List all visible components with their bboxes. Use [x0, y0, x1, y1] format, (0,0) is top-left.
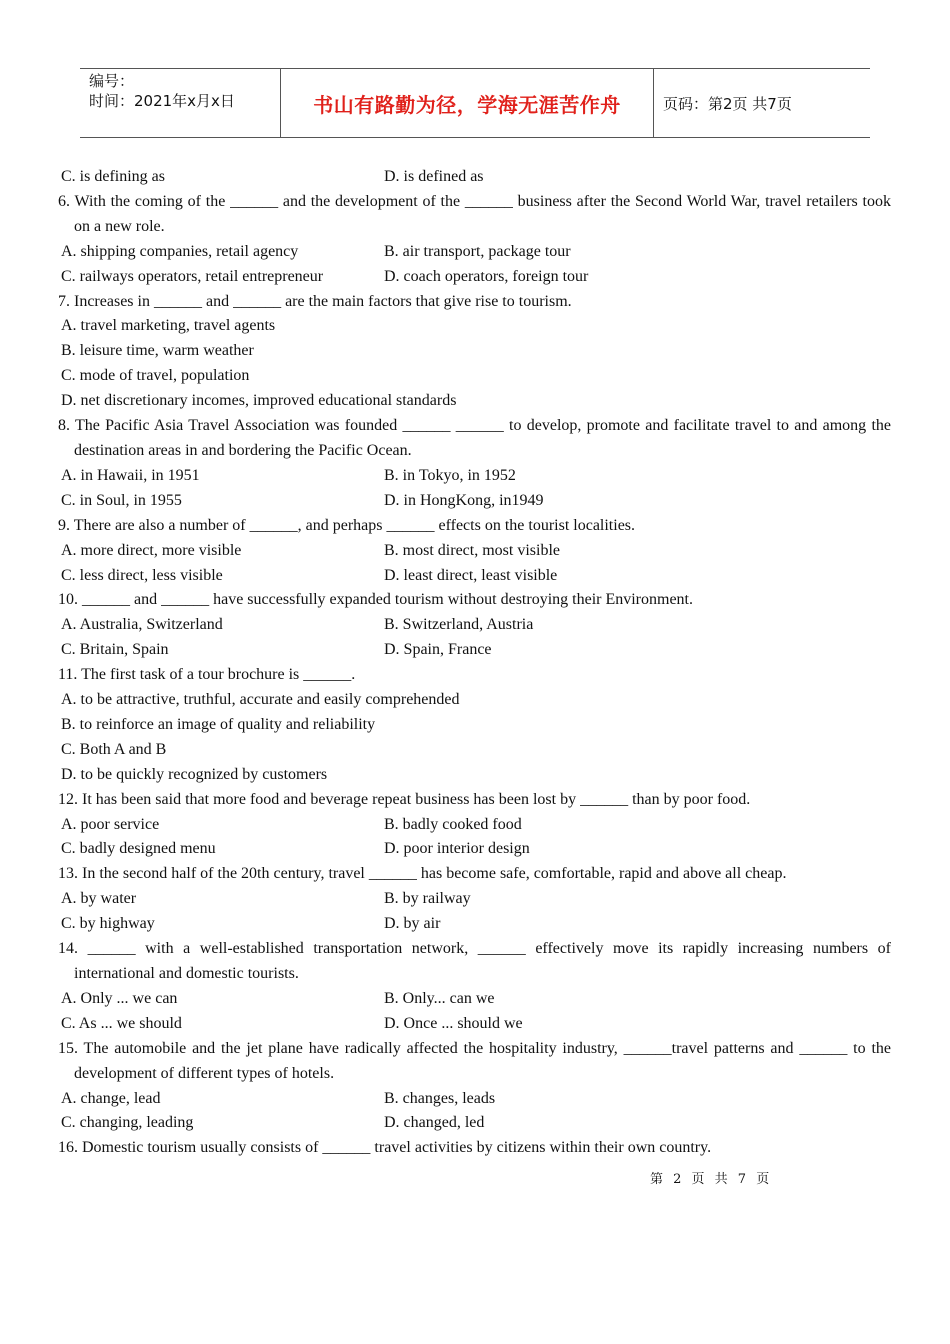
option-text: A. poor service [61, 815, 160, 833]
option-row [58, 240, 891, 265]
question-text: 9. There are also a number of ______, and perhaps ______ effects on the tourist localities. [58, 516, 636, 534]
option-text: D. least direct, least visible [384, 566, 558, 584]
option-text: C. mode of travel, population [61, 367, 250, 385]
option-text: C. Both A and B [61, 740, 167, 758]
question-text: 15. The automobile and the jet plane have radically affected the hospitality industry, ______travel patterns and ______ to the development of different types of hotels. [58, 1039, 891, 1082]
option-row [58, 638, 891, 663]
question-content [58, 165, 891, 1161]
option-text: C. railways operators, retail entrepreneur [61, 267, 324, 285]
page-number-cell [654, 69, 870, 137]
option-text: D. in HongKong, in1949 [384, 491, 544, 509]
question-text: 14. ______ with a well-established transportation network, ______ effectively move its rapidly increasing numbers of international and domestic tourists. [58, 940, 891, 982]
motto-text: 书山有路勤为径，学海无涯苦作舟 [313, 92, 621, 117]
option-row [58, 489, 891, 514]
header-info-cell [80, 69, 281, 137]
option-text: A. Only ... we can [61, 989, 178, 1007]
option-row [58, 837, 891, 862]
option-text: C. badly designed menu [61, 840, 216, 858]
option-text: B. badly cooked food [384, 815, 522, 833]
page-number-label: 页码：第2页 共7页 [663, 94, 792, 113]
page-footer: 第 2 页 共 7 页 [650, 1172, 770, 1187]
option-text: C. changing, leading [61, 1114, 194, 1132]
question-text: 8. The Pacific Asia Travel Association was founded ______ ______ to develop, promote and facilitate travel to and among the destination areas in and bordering the Pacific Ocean. [58, 417, 891, 459]
option-text: C. in Soul, in 1955 [61, 491, 182, 509]
option-text: A. change, lead [61, 1089, 161, 1107]
option-text: D. is defined as [384, 168, 484, 185]
option-text: D. by air [384, 915, 441, 933]
option-text: B. changes, leads [384, 1089, 496, 1107]
option-row [58, 613, 891, 638]
date-label: 时间：2021年x月x日 [89, 92, 235, 110]
question-text: 7. Increases in ______ and ______ are the main factors that give rise to tourism. [58, 292, 572, 310]
number-label: 编号： [89, 72, 135, 90]
option-text: A. travel marketing, travel agents [61, 317, 276, 335]
option-text: C. by highway [61, 915, 155, 933]
motto-cell [281, 69, 654, 137]
question-text: 11. The first task of a tour brochure is ______. [58, 666, 356, 684]
option-text: B. by railway [384, 890, 471, 908]
option-text: D. Spain, France [384, 641, 492, 659]
option-text: A. by water [61, 890, 137, 908]
option-text: A. Australia, Switzerland [61, 616, 223, 634]
option-text: C. As ... we should [61, 1014, 182, 1032]
question-text: 6. With the coming of the ______ and the development of the ______ business after the Second World War, travel retailers took on a new role. [58, 192, 891, 235]
question-text: 12. It has been said that more food and beverage repeat business has been lost by ______ than by poor food. [58, 790, 751, 808]
option-text: C. is defining as [61, 168, 165, 185]
option-text: D. coach operators, foreign tour [384, 267, 589, 285]
option-text: A. shipping companies, retail agency [61, 242, 299, 260]
question-text: 13. In the second half of the 20th century, travel ______ has become safe, comfortable, rapid and above all cheap. [58, 865, 787, 883]
option-text: B. most direct, most visible [384, 541, 560, 559]
option-text: B. leisure time, warm weather [61, 342, 254, 360]
option-text: B. to reinforce an image of quality and reliability [61, 715, 376, 733]
option-row [58, 539, 891, 564]
option-row [58, 813, 891, 838]
option-text: D. changed, led [384, 1114, 485, 1132]
option-text: B. Switzerland, Austria [384, 616, 534, 634]
option-row [58, 564, 891, 589]
option-row [58, 265, 891, 290]
option-text: D. to be quickly recognized by customers [61, 765, 328, 783]
question-text: 16. Domestic tourism usually consists of ______ travel activities by citizens within their own country. [58, 1139, 712, 1157]
option-row [58, 1087, 891, 1112]
option-row [58, 987, 891, 1012]
option-text: A. in Hawaii, in 1951 [61, 466, 200, 484]
option-row [58, 887, 891, 912]
option-text: B. air transport, package tour [384, 242, 571, 260]
option-text: A. more direct, more visible [61, 541, 242, 559]
option-text: D. Once ... should we [384, 1014, 523, 1032]
option-row [58, 464, 891, 489]
option-text: B. Only... can we [384, 989, 495, 1007]
option-row [58, 165, 891, 190]
option-text: D. net discretionary incomes, improved educational standards [61, 392, 457, 410]
option-text: C. Britain, Spain [61, 641, 169, 659]
page-header [80, 68, 870, 138]
option-row [58, 1111, 891, 1136]
option-text: A. to be attractive, truthful, accurate and easily comprehended [61, 691, 460, 709]
option-text: C. less direct, less visible [61, 566, 223, 584]
option-row [58, 912, 891, 937]
option-text: B. in Tokyo, in 1952 [384, 466, 516, 484]
option-row [58, 1012, 891, 1037]
option-text: D. poor interior design [384, 840, 530, 858]
question-text: 10. ______ and ______ have successfully expanded tourism without destroying their Environment. [58, 591, 693, 609]
